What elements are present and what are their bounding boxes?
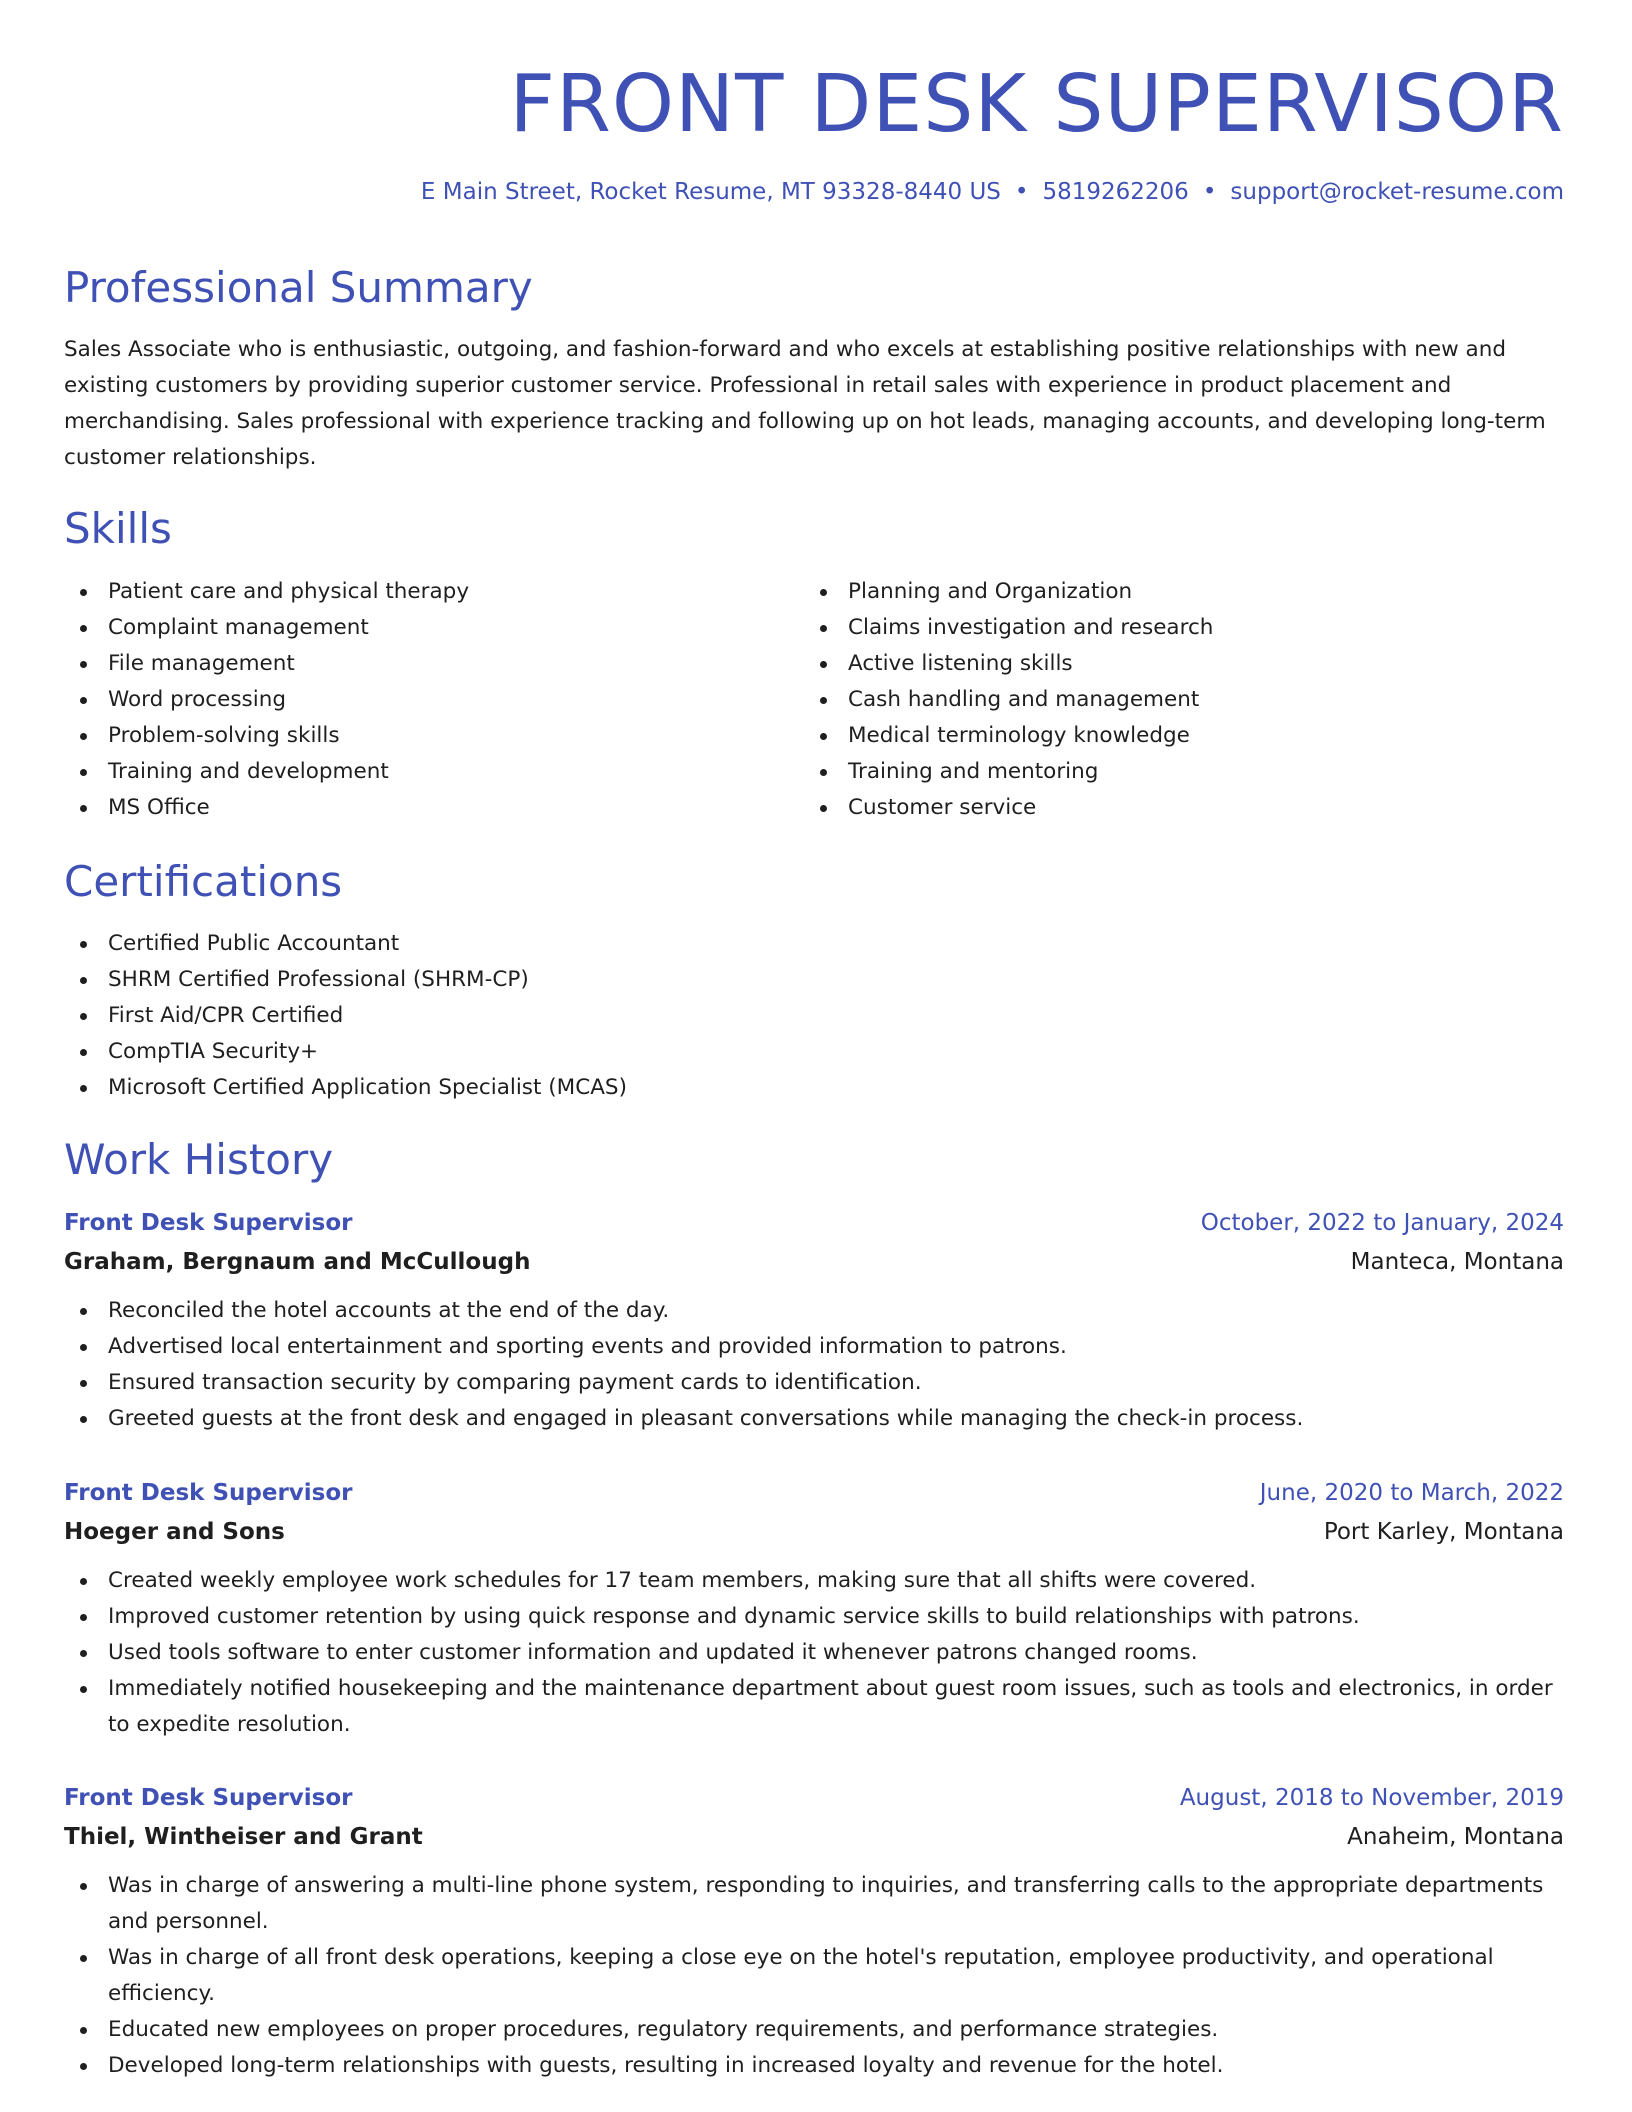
skill-item: Medical terminology knowledge — [804, 718, 1544, 754]
skill-item: Complaint management — [64, 610, 804, 646]
job-bullet: Immediately notified housekeeping and the maintenance department about guest room issues, such as tools and electronics, in order to expedite resolution. — [64, 1671, 1564, 1743]
certification-item: Microsoft Certified Application Specialist (MCAS) — [64, 1070, 1564, 1106]
job-dates: August, 2018 to November, 2019 — [1179, 1785, 1564, 1811]
job-company-row — [64, 1516, 1564, 1548]
skill-item: MS Office — [64, 790, 804, 826]
contact-address: E Main Street, Rocket Resume, MT 93328-8440 US — [420, 179, 1001, 205]
job-bullet: Created weekly employee work schedules for 17 team members, making sure that all shifts were covered. — [64, 1563, 1564, 1599]
job-company-row — [64, 1246, 1564, 1278]
job-bullets — [64, 1868, 1564, 2084]
skills-column-right — [804, 574, 1544, 826]
certification-item: CompTIA Security+ — [64, 1034, 1564, 1070]
job-bullet: Developed long-term relationships with guests, resulting in increased loyalty and revenue for the hotel. — [64, 2048, 1564, 2084]
job-company: Thiel, Wintheiser and Grant — [64, 1824, 423, 1850]
skill-item: Cash handling and management — [804, 682, 1544, 718]
job-header-row — [64, 1207, 1564, 1239]
skill-item: Problem-solving skills — [64, 718, 804, 754]
skill-item: Training and development — [64, 754, 804, 790]
job-bullet: Ensured transaction security by comparing payment cards to identification. — [64, 1365, 1564, 1401]
job-entry — [64, 1207, 1564, 1437]
job-dates: October, 2022 to January, 2024 — [1200, 1210, 1564, 1236]
job-location: Anaheim, Montana — [1347, 1824, 1564, 1850]
summary-text: Sales Associate who is enthusiastic, outgoing, and fashion-forward and who excels at establishing positive relationships with new and existing customers by providing superior customer service. Professional in retail sales with experience in product placement and merchandising. Sales professional with experience tracking and following up on hot leads, managing accounts, and developing long-term customer relationships. — [64, 337, 1546, 470]
job-bullet: Educated new employees on proper procedures, regulatory requirements, and performance strategies. — [64, 2012, 1564, 2048]
skill-item: Word processing — [64, 682, 804, 718]
skill-item: Customer service — [804, 790, 1544, 826]
skills-list — [64, 574, 1564, 826]
job-company-row — [64, 1821, 1564, 1853]
job-bullet: Reconciled the hotel accounts at the end of the day. — [64, 1293, 1564, 1329]
skills-column-left — [64, 574, 804, 826]
job-entry — [64, 1782, 1564, 2084]
skill-item: Active listening skills — [804, 646, 1544, 682]
contact-line — [421, 176, 1564, 208]
contact-email[interactable]: support@rocket-resume.com — [1230, 179, 1564, 205]
job-bullet: Used tools software to enter customer information and updated it whenever patrons changed rooms. — [64, 1635, 1564, 1671]
job-bullet: Advertised local entertainment and sporting events and provided information to patrons. — [64, 1329, 1564, 1365]
certification-item: First Aid/CPR Certified — [64, 998, 1564, 1034]
job-header-row — [64, 1782, 1564, 1814]
section-title-certifications: Certifications — [64, 857, 343, 906]
job-location: Port Karley, Montana — [1323, 1519, 1564, 1545]
job-dates: June, 2020 to March, 2022 — [1259, 1480, 1564, 1506]
job-bullet: Greeted guests at the front desk and engaged in pleasant conversations while managing the check-in process. — [64, 1401, 1564, 1437]
job-company: Hoeger and Sons — [64, 1519, 285, 1545]
job-bullet: Was in charge of all front desk operations, keeping a close eye on the hotel's reputation, employee productivity, and operational efficiency. — [64, 1940, 1564, 2012]
section-title-work-history: Work History — [64, 1135, 334, 1184]
skill-item: File management — [64, 646, 804, 682]
certification-item: Certified Public Accountant — [64, 926, 1564, 962]
skill-item: Planning and Organization — [804, 574, 1544, 610]
skill-item: Training and mentoring — [804, 754, 1544, 790]
job-title: Front Desk Supervisor — [64, 1210, 353, 1236]
job-header-row — [64, 1477, 1564, 1509]
job-title: Front Desk Supervisor — [64, 1480, 353, 1506]
job-bullet: Improved customer retention by using quick response and dynamic service skills to build relationships with patrons. — [64, 1599, 1564, 1635]
job-bullets — [64, 1563, 1564, 1743]
page-title: FRONT DESK SUPERVISOR — [509, 58, 1564, 150]
job-bullets — [64, 1293, 1564, 1437]
job-entry — [64, 1477, 1564, 1743]
job-bullet: Was in charge of answering a multi-line phone system, responding to inquiries, and transferring calls to the appropriate departments and personnel. — [64, 1868, 1564, 1940]
job-company: Graham, Bergnaum and McCullough — [64, 1249, 531, 1275]
contact-separator: • — [1014, 179, 1029, 205]
job-title: Front Desk Supervisor — [64, 1785, 353, 1811]
job-location: Manteca, Montana — [1350, 1249, 1564, 1275]
certifications-list — [64, 926, 1564, 1106]
skill-item: Patient care and physical therapy — [64, 574, 804, 610]
section-title-skills: Skills — [64, 504, 172, 553]
contact-phone: 5819262206 — [1042, 179, 1189, 205]
certification-item: SHRM Certified Professional (SHRM-CP) — [64, 962, 1564, 998]
skill-item: Claims investigation and research — [804, 610, 1544, 646]
contact-separator: • — [1202, 179, 1217, 205]
section-title-summary: Professional Summary — [64, 263, 533, 312]
